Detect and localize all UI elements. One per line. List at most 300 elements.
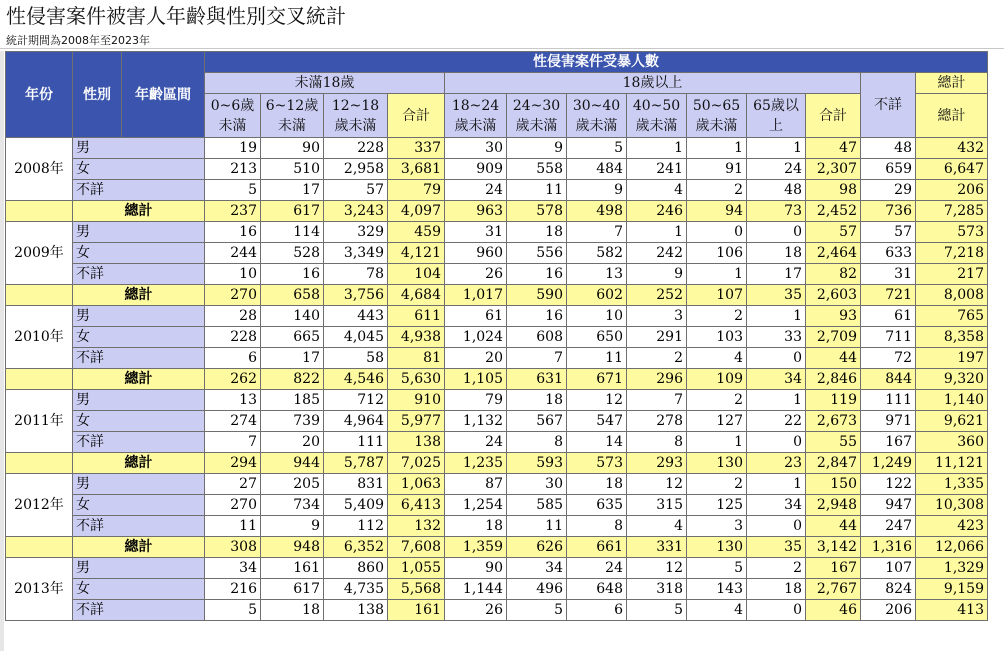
value-cell: 9,159 <box>916 579 988 600</box>
header-age-col <box>627 94 687 138</box>
value-cell: 4,938 <box>388 327 445 348</box>
total-value-cell: 573 <box>567 453 627 474</box>
total-row <box>6 201 988 222</box>
value-cell: 44 <box>806 516 861 537</box>
value-cell: 18 <box>507 222 567 243</box>
value-cell: 34 <box>507 558 567 579</box>
table-row <box>6 411 988 432</box>
total-value-cell: 3,142 <box>806 537 861 558</box>
value-cell: 617 <box>261 579 324 600</box>
value-cell: 122 <box>861 474 916 495</box>
value-cell: 55 <box>806 432 861 453</box>
value-cell: 567 <box>507 411 567 432</box>
value-cell: 7 <box>507 348 567 369</box>
value-cell: 44 <box>806 348 861 369</box>
value-cell: 712 <box>324 390 388 411</box>
value-cell: 1,254 <box>445 495 507 516</box>
value-cell: 138 <box>324 600 388 621</box>
value-cell: 31 <box>861 264 916 285</box>
total-value-cell: 631 <box>507 369 567 390</box>
table-row <box>6 180 988 201</box>
total-value-cell: 3,243 <box>324 201 388 222</box>
header-over18: 18歲以上 <box>445 73 861 94</box>
value-cell: 9 <box>507 138 567 159</box>
value-cell: 18 <box>445 516 507 537</box>
total-value-cell: 1,235 <box>445 453 507 474</box>
value-cell: 1,063 <box>388 474 445 495</box>
value-cell: 103 <box>687 327 747 348</box>
value-cell: 5 <box>627 600 687 621</box>
value-cell: 34 <box>747 495 806 516</box>
total-value-cell: 35 <box>747 285 806 306</box>
value-cell: 1 <box>687 138 747 159</box>
value-cell: 329 <box>324 222 388 243</box>
value-cell: 87 <box>445 474 507 495</box>
value-cell: 167 <box>861 432 916 453</box>
total-value-cell: 661 <box>567 537 627 558</box>
value-cell: 558 <box>507 159 567 180</box>
value-cell: 665 <box>261 327 324 348</box>
total-row <box>6 537 988 558</box>
value-cell: 4 <box>627 180 687 201</box>
gender-cell: 不詳 <box>73 348 205 369</box>
value-cell: 18 <box>261 600 324 621</box>
total-value-cell: 736 <box>861 201 916 222</box>
value-cell: 150 <box>806 474 861 495</box>
total-blank <box>6 369 73 390</box>
total-value-cell: 35 <box>747 537 806 558</box>
header-line-2: 歲未滿 <box>334 117 377 134</box>
value-cell: 573 <box>916 222 988 243</box>
value-cell: 608 <box>507 327 567 348</box>
value-cell: 28 <box>205 306 261 327</box>
gender-cell: 男 <box>73 474 205 495</box>
value-cell: 4,045 <box>324 327 388 348</box>
total-value-cell: 721 <box>861 285 916 306</box>
header-age-col <box>205 94 261 138</box>
table-row <box>6 558 988 579</box>
value-cell: 20 <box>261 432 324 453</box>
value-cell: 127 <box>687 411 747 432</box>
total-value-cell: 9,320 <box>916 369 988 390</box>
total-value-cell: 252 <box>627 285 687 306</box>
total-value-cell: 331 <box>627 537 687 558</box>
value-cell: 206 <box>916 180 988 201</box>
value-cell: 7 <box>205 432 261 453</box>
value-cell: 90 <box>445 558 507 579</box>
value-cell: 4 <box>687 348 747 369</box>
value-cell: 1,024 <box>445 327 507 348</box>
gender-cell: 女 <box>73 327 205 348</box>
value-cell: 4,121 <box>388 243 445 264</box>
value-cell: 13 <box>205 390 261 411</box>
value-cell: 72 <box>861 348 916 369</box>
total-value-cell: 237 <box>205 201 261 222</box>
header-age-col <box>445 94 507 138</box>
value-cell: 1 <box>747 306 806 327</box>
header-gender: 性別 <box>73 52 122 138</box>
value-cell: 7 <box>627 390 687 411</box>
value-cell: 10 <box>205 264 261 285</box>
value-cell: 0 <box>687 222 747 243</box>
value-cell: 48 <box>747 180 806 201</box>
total-value-cell: 8,008 <box>916 285 988 306</box>
total-label: 總計 <box>73 201 205 222</box>
table-row <box>6 222 988 243</box>
value-cell: 7,218 <box>916 243 988 264</box>
value-cell: 1,140 <box>916 390 988 411</box>
header-line-2: 歲未滿 <box>575 117 618 134</box>
value-cell: 2,767 <box>806 579 861 600</box>
value-cell: 61 <box>445 306 507 327</box>
total-value-cell: 948 <box>261 537 324 558</box>
total-label: 總計 <box>73 453 205 474</box>
gender-cell: 男 <box>73 306 205 327</box>
value-cell: 1,144 <box>445 579 507 600</box>
total-value-cell: 7,285 <box>916 201 988 222</box>
value-cell: 1 <box>747 474 806 495</box>
gender-cell: 男 <box>73 138 205 159</box>
value-cell: 228 <box>324 138 388 159</box>
value-cell: 79 <box>445 390 507 411</box>
value-cell: 8 <box>627 432 687 453</box>
value-cell: 24 <box>445 432 507 453</box>
value-cell: 2,948 <box>806 495 861 516</box>
total-value-cell: 944 <box>261 453 324 474</box>
total-value-cell: 293 <box>627 453 687 474</box>
value-cell: 24 <box>747 159 806 180</box>
value-cell: 360 <box>916 432 988 453</box>
total-value-cell: 23 <box>747 453 806 474</box>
value-cell: 5,977 <box>388 411 445 432</box>
statistics-table <box>5 51 988 621</box>
header-age-col <box>261 94 324 138</box>
value-cell: 7 <box>567 222 627 243</box>
value-cell: 57 <box>861 222 916 243</box>
value-cell: 4,735 <box>324 579 388 600</box>
total-value-cell: 5,630 <box>388 369 445 390</box>
value-cell: 216 <box>205 579 261 600</box>
value-cell: 5 <box>205 600 261 621</box>
year-cell: 2009年 <box>6 222 73 285</box>
value-cell: 31 <box>445 222 507 243</box>
value-cell: 1,335 <box>916 474 988 495</box>
value-cell: 5 <box>507 600 567 621</box>
header-grand-total-top: 總計 <box>916 73 988 94</box>
value-cell: 6,413 <box>388 495 445 516</box>
value-cell: 161 <box>261 558 324 579</box>
total-value-cell: 1,316 <box>861 537 916 558</box>
value-cell: 30 <box>507 474 567 495</box>
header-grand-total: 總計 <box>916 94 988 138</box>
table-row <box>6 474 988 495</box>
value-cell: 510 <box>261 159 324 180</box>
table-row <box>6 600 988 621</box>
value-cell: 90 <box>261 138 324 159</box>
gender-cell: 不詳 <box>73 600 205 621</box>
value-cell: 0 <box>747 516 806 537</box>
value-cell: 247 <box>861 516 916 537</box>
value-cell: 11 <box>567 348 627 369</box>
value-cell: 16 <box>507 306 567 327</box>
value-cell: 140 <box>261 306 324 327</box>
value-cell: 1,055 <box>388 558 445 579</box>
total-value-cell: 12,066 <box>916 537 988 558</box>
value-cell: 547 <box>567 411 627 432</box>
value-cell: 106 <box>687 243 747 264</box>
value-cell: 16 <box>507 264 567 285</box>
value-cell: 93 <box>806 306 861 327</box>
value-cell: 2,464 <box>806 243 861 264</box>
total-value-cell: 294 <box>205 453 261 474</box>
value-cell: 8 <box>567 516 627 537</box>
value-cell: 633 <box>861 243 916 264</box>
value-cell: 582 <box>567 243 627 264</box>
value-cell: 315 <box>627 495 687 516</box>
value-cell: 318 <box>627 579 687 600</box>
value-cell: 18 <box>507 390 567 411</box>
value-cell: 711 <box>861 327 916 348</box>
value-cell: 2,307 <box>806 159 861 180</box>
value-cell: 217 <box>916 264 988 285</box>
value-cell: 648 <box>567 579 627 600</box>
value-cell: 2 <box>687 306 747 327</box>
total-label: 總計 <box>73 285 205 306</box>
header-line-2: 歲未滿 <box>515 117 558 134</box>
value-cell: 659 <box>861 159 916 180</box>
table-row <box>6 306 988 327</box>
value-cell: 4 <box>627 516 687 537</box>
value-cell: 132 <box>388 516 445 537</box>
value-cell: 17 <box>747 264 806 285</box>
value-cell: 16 <box>205 222 261 243</box>
value-cell: 91 <box>687 159 747 180</box>
value-cell: 34 <box>205 558 261 579</box>
value-cell: 1 <box>687 264 747 285</box>
value-cell: 8,358 <box>916 327 988 348</box>
value-cell: 11 <box>507 516 567 537</box>
total-value-cell: 73 <box>747 201 806 222</box>
value-cell: 432 <box>916 138 988 159</box>
total-value-cell: 11,121 <box>916 453 988 474</box>
header-line-1: 18~24 <box>451 97 500 114</box>
total-row <box>6 453 988 474</box>
value-cell: 650 <box>567 327 627 348</box>
gender-cell: 男 <box>73 558 205 579</box>
gender-cell: 不詳 <box>73 516 205 537</box>
total-value-cell: 2,847 <box>806 453 861 474</box>
value-cell: 496 <box>507 579 567 600</box>
year-cell: 2010年 <box>6 306 73 369</box>
value-cell: 48 <box>861 138 916 159</box>
total-value-cell: 7,025 <box>388 453 445 474</box>
total-value-cell: 4,097 <box>388 201 445 222</box>
table-row <box>6 243 988 264</box>
value-cell: 8 <box>507 432 567 453</box>
value-cell: 765 <box>916 306 988 327</box>
value-cell: 79 <box>388 180 445 201</box>
value-cell: 18 <box>567 474 627 495</box>
gender-cell: 不詳 <box>73 180 205 201</box>
total-value-cell: 1,359 <box>445 537 507 558</box>
total-label: 總計 <box>73 537 205 558</box>
value-cell: 18 <box>747 243 806 264</box>
value-cell: 5 <box>567 138 627 159</box>
value-cell: 61 <box>861 306 916 327</box>
value-cell: 1 <box>747 138 806 159</box>
value-cell: 16 <box>261 264 324 285</box>
total-value-cell: 2,846 <box>806 369 861 390</box>
value-cell: 13 <box>567 264 627 285</box>
value-cell: 228 <box>205 327 261 348</box>
value-cell: 24 <box>567 558 627 579</box>
gender-cell: 女 <box>73 243 205 264</box>
total-value-cell: 246 <box>627 201 687 222</box>
page-title: 性侵害案件被害人年齡與性別交叉統計 <box>6 4 346 28</box>
value-cell: 5,409 <box>324 495 388 516</box>
value-cell: 125 <box>687 495 747 516</box>
value-cell: 206 <box>861 600 916 621</box>
value-cell: 459 <box>388 222 445 243</box>
value-cell: 22 <box>747 411 806 432</box>
table-row <box>6 138 988 159</box>
value-cell: 635 <box>567 495 627 516</box>
value-cell: 14 <box>567 432 627 453</box>
value-cell: 17 <box>261 180 324 201</box>
value-cell: 423 <box>916 516 988 537</box>
total-blank <box>6 537 73 558</box>
value-cell: 2 <box>687 474 747 495</box>
value-cell: 9 <box>261 516 324 537</box>
value-cell: 2 <box>627 348 687 369</box>
value-cell: 30 <box>445 138 507 159</box>
value-cell: 734 <box>261 495 324 516</box>
total-value-cell: 617 <box>261 201 324 222</box>
value-cell: 1 <box>687 432 747 453</box>
total-value-cell: 2,603 <box>806 285 861 306</box>
value-cell: 5 <box>205 180 261 201</box>
header-line-1: 24~30 <box>512 97 561 114</box>
header-line-2: 歲未滿 <box>454 117 497 134</box>
total-value-cell: 498 <box>567 201 627 222</box>
value-cell: 241 <box>627 159 687 180</box>
total-value-cell: 602 <box>567 285 627 306</box>
header-victims: 性侵害案件受暴人數 <box>205 52 988 73</box>
value-cell: 3 <box>627 306 687 327</box>
gender-cell: 女 <box>73 411 205 432</box>
year-cell: 2013年 <box>6 558 73 621</box>
gender-cell: 男 <box>73 390 205 411</box>
value-cell: 12 <box>627 558 687 579</box>
row-gutter <box>0 51 4 651</box>
value-cell: 197 <box>916 348 988 369</box>
value-cell: 244 <box>205 243 261 264</box>
value-cell: 831 <box>324 474 388 495</box>
value-cell: 6 <box>567 600 627 621</box>
value-cell: 57 <box>324 180 388 201</box>
value-cell: 33 <box>747 327 806 348</box>
header-subtotal-under18: 合計 <box>388 94 445 138</box>
value-cell: 4,964 <box>324 411 388 432</box>
value-cell: 6,647 <box>916 159 988 180</box>
value-cell: 0 <box>747 432 806 453</box>
value-cell: 3,681 <box>388 159 445 180</box>
header-unknown: 不詳 <box>861 73 916 138</box>
value-cell: 19 <box>205 138 261 159</box>
year-cell: 2008年 <box>6 138 73 201</box>
value-cell: 1 <box>627 222 687 243</box>
value-cell: 213 <box>205 159 261 180</box>
total-value-cell: 34 <box>747 369 806 390</box>
value-cell: 138 <box>388 432 445 453</box>
table-row <box>6 579 988 600</box>
value-cell: 242 <box>627 243 687 264</box>
header-line-2: 歲未滿 <box>635 117 678 134</box>
gender-cell: 不詳 <box>73 432 205 453</box>
total-blank <box>6 453 73 474</box>
value-cell: 5,568 <box>388 579 445 600</box>
value-cell: 2,709 <box>806 327 861 348</box>
value-cell: 1,329 <box>916 558 988 579</box>
table-row <box>6 159 988 180</box>
value-cell: 104 <box>388 264 445 285</box>
value-cell: 167 <box>806 558 861 579</box>
value-cell: 11 <box>205 516 261 537</box>
header-age-col <box>567 94 627 138</box>
value-cell: 205 <box>261 474 324 495</box>
value-cell: 161 <box>388 600 445 621</box>
spreadsheet-area <box>0 48 1004 646</box>
value-cell: 556 <box>507 243 567 264</box>
value-cell: 78 <box>324 264 388 285</box>
value-cell: 111 <box>861 390 916 411</box>
value-cell: 2,958 <box>324 159 388 180</box>
value-cell: 112 <box>324 516 388 537</box>
table-row <box>6 516 988 537</box>
header-line-1: 40~50 <box>632 97 681 114</box>
header-line-1: 6~12歲 <box>265 97 319 114</box>
value-cell: 528 <box>261 243 324 264</box>
value-cell: 6 <box>205 348 261 369</box>
header-age-col <box>507 94 567 138</box>
value-cell: 960 <box>445 243 507 264</box>
total-value-cell: 590 <box>507 285 567 306</box>
total-value-cell: 270 <box>205 285 261 306</box>
header-age-range: 年齡區間 <box>122 52 205 138</box>
header-under18: 未滿18歲 <box>205 73 445 94</box>
value-cell: 26 <box>445 600 507 621</box>
table-row <box>6 264 988 285</box>
value-cell: 337 <box>388 138 445 159</box>
total-blank <box>6 285 73 306</box>
value-cell: 119 <box>806 390 861 411</box>
year-cell: 2012年 <box>6 474 73 537</box>
header-line-1: 12~18 <box>331 97 380 114</box>
value-cell: 611 <box>388 306 445 327</box>
header-year: 年份 <box>6 52 73 138</box>
total-value-cell: 308 <box>205 537 261 558</box>
total-value-cell: 1,249 <box>861 453 916 474</box>
value-cell: 12 <box>627 474 687 495</box>
total-value-cell: 658 <box>261 285 324 306</box>
total-value-cell: 4,684 <box>388 285 445 306</box>
total-value-cell: 7,608 <box>388 537 445 558</box>
value-cell: 114 <box>261 222 324 243</box>
value-cell: 26 <box>445 264 507 285</box>
table-row <box>6 348 988 369</box>
total-value-cell: 262 <box>205 369 261 390</box>
gender-cell: 男 <box>73 222 205 243</box>
